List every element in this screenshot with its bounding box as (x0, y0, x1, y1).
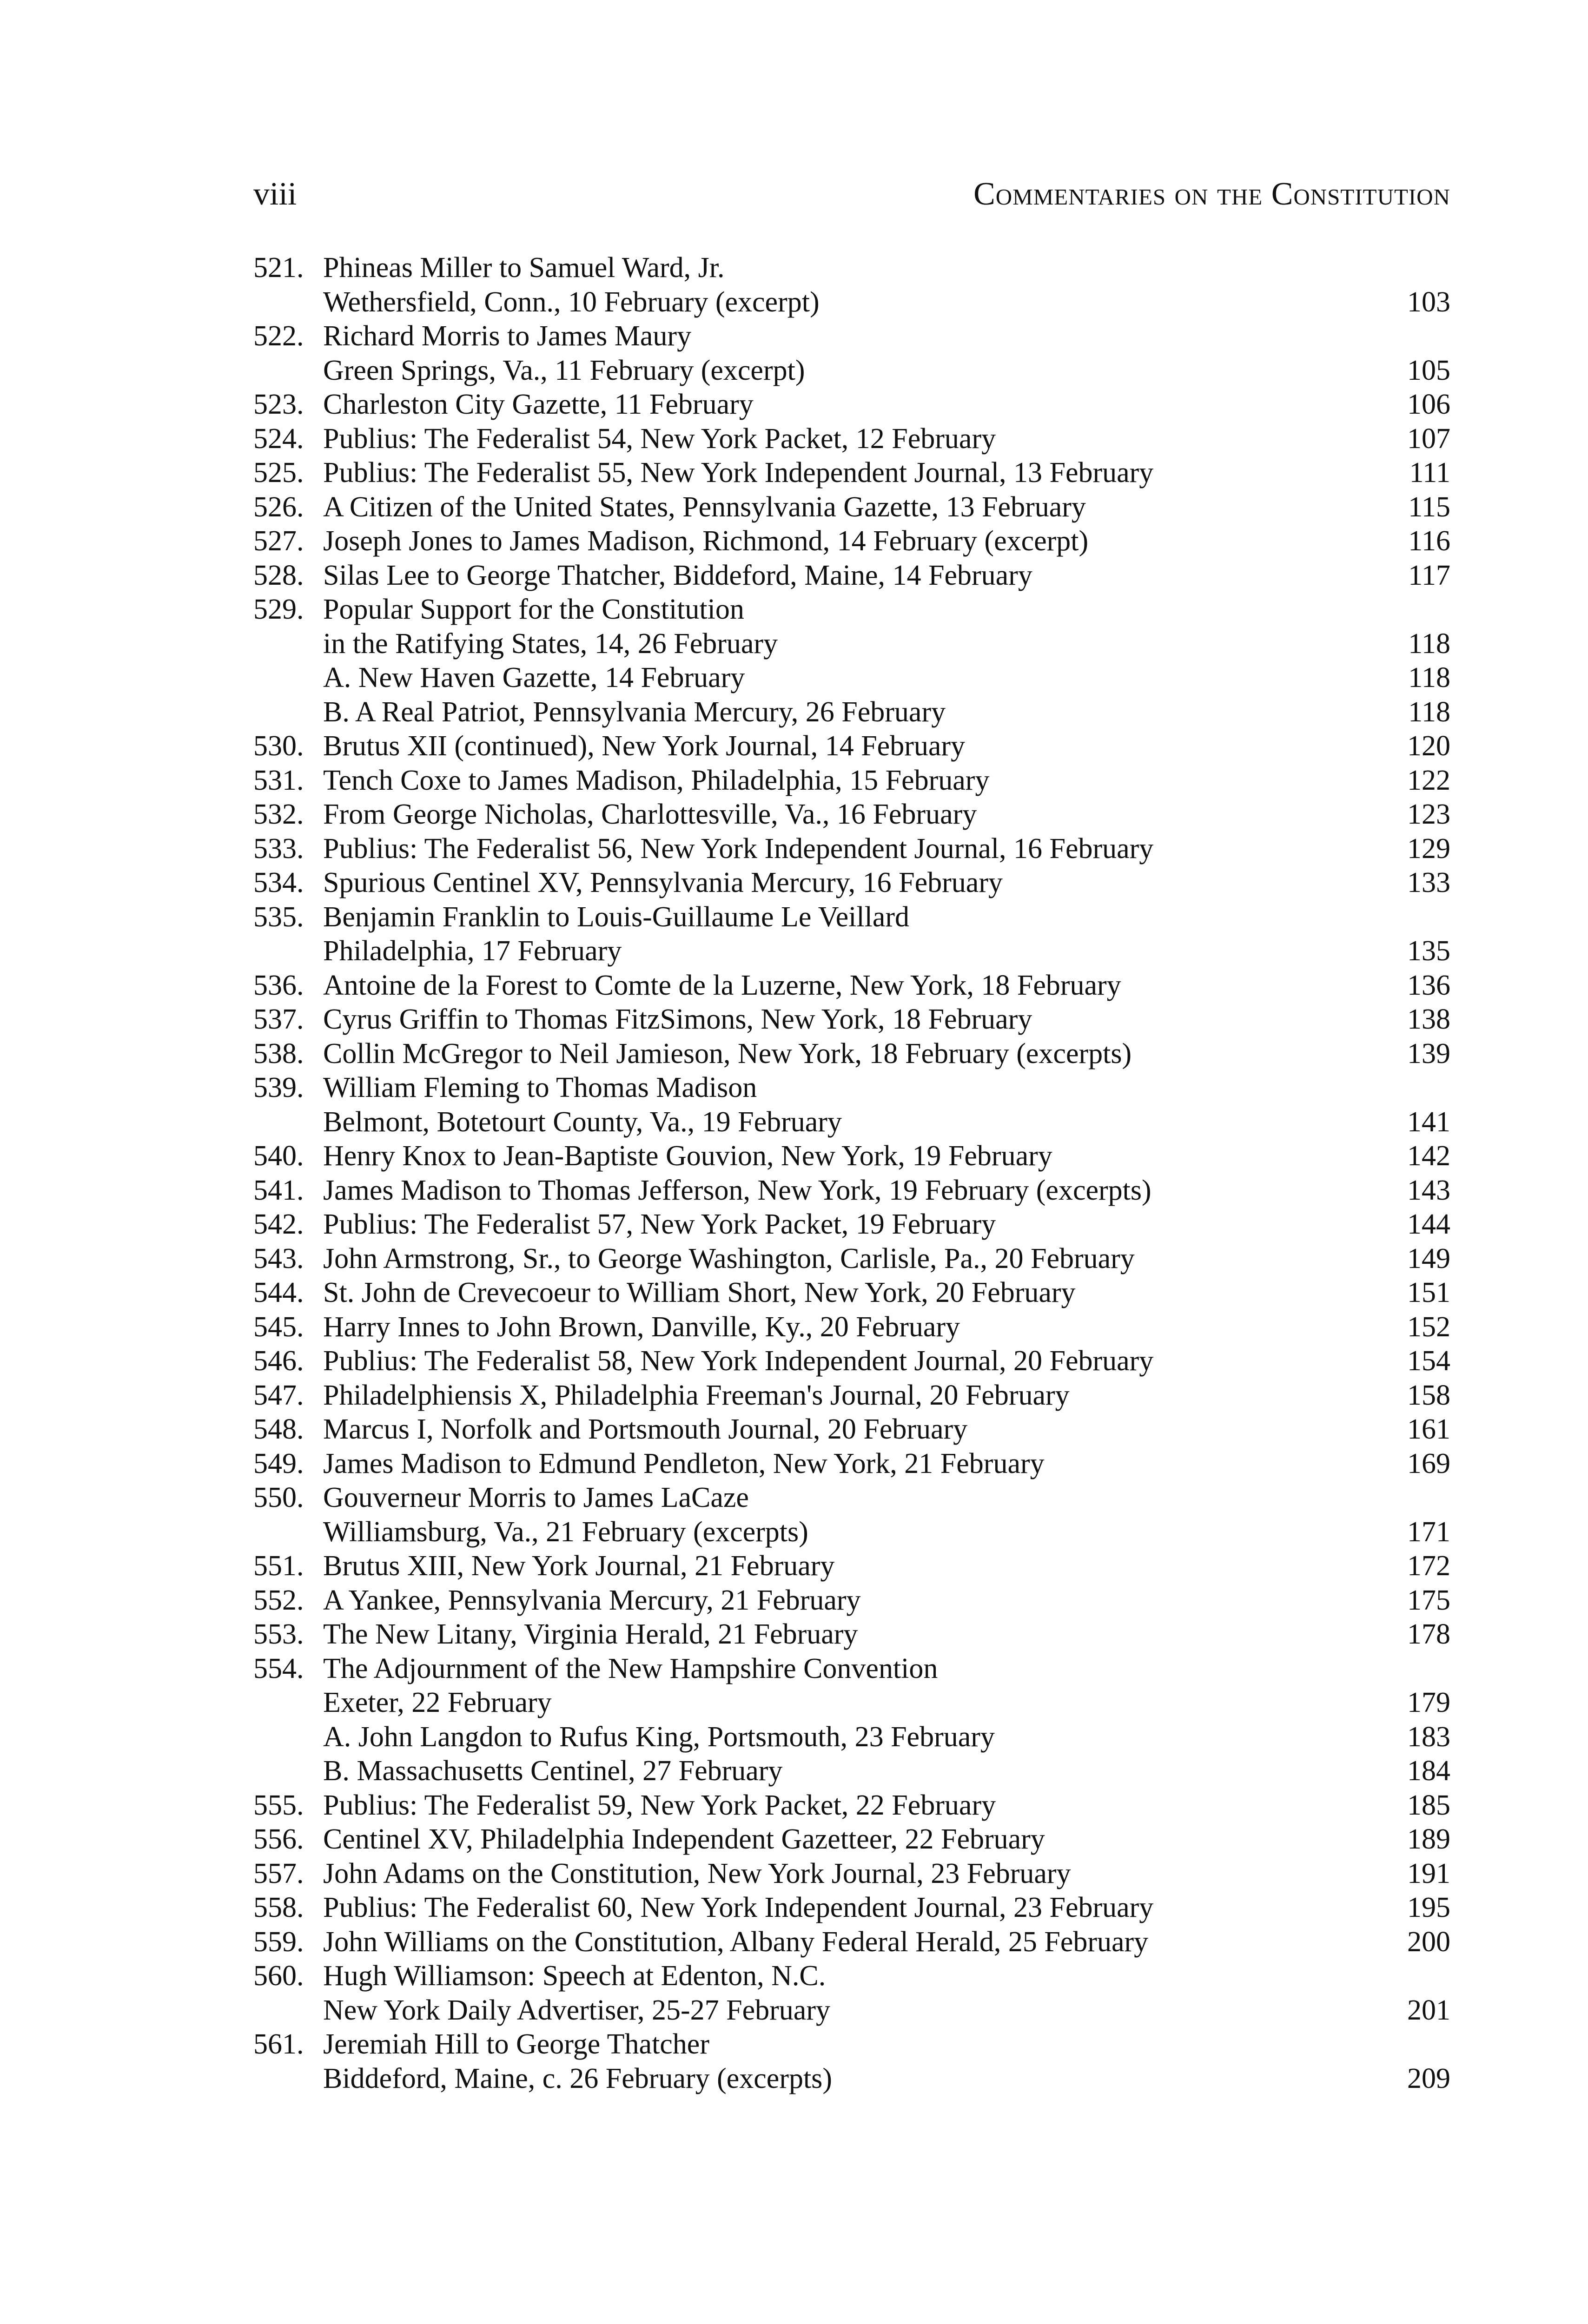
toc-line (253, 866, 1450, 900)
entry-number: 542. (253, 1208, 304, 1240)
entry-title: The New Litany, Virginia Herald, 21 February (323, 1618, 858, 1650)
entry-number: 561. (253, 2028, 304, 2060)
entry-title: Spurious Centinel XV, Pennsylvania Mercury, 16 February (323, 867, 1003, 898)
entry-title: Collin McGregor to Neil Jamieson, New York, 18 February (excerpts) (323, 1037, 1132, 1070)
entry-number: 532. (253, 799, 304, 830)
entry-page-number: 172 (1407, 1550, 1450, 1582)
entry-number: 551. (253, 1550, 304, 1582)
toc-line (253, 1379, 1450, 1413)
entry-title: Richard Morris to James Maury (323, 320, 692, 352)
entry-page-number: 191 (1407, 1857, 1450, 1889)
entry-title: James Madison to Thomas Jefferson, New York, 19 February (excerpts) (323, 1174, 1151, 1206)
entry-number: 533. (253, 832, 304, 865)
entry-number: 539. (253, 1072, 304, 1103)
toc-line (253, 729, 1450, 764)
toc-line (253, 1822, 1450, 1857)
entry-page-number: 178 (1407, 1618, 1450, 1650)
entry-title: John Armstrong, Sr., to George Washington, Carlisle, Pa., 20 February (323, 1242, 1135, 1274)
toc-line (253, 1413, 1450, 1447)
toc-line (253, 1720, 1450, 1755)
entry-page-number: 200 (1407, 1926, 1450, 1958)
entry-page-number: 122 (1407, 764, 1450, 796)
entry-page-number: 138 (1407, 1004, 1450, 1035)
entry-title: John Adams on the Constitution, New York Journal, 23 February (323, 1857, 1071, 1889)
toc-line (253, 490, 1450, 525)
entry-page-number: 135 (1407, 935, 1450, 967)
toc-line (253, 2027, 1450, 2062)
entry-page-number: 106 (1407, 389, 1450, 420)
entry-page-number: 103 (1407, 286, 1450, 318)
entry-title: Charleston City Gazette, 11 February (323, 389, 754, 420)
entry-page-number: 152 (1407, 1311, 1450, 1343)
entry-title: James Madison to Edmund Pendleton, New York, 21 February (323, 1447, 1045, 1479)
entry-page-number: 161 (1407, 1413, 1450, 1445)
entry-number: 530. (253, 730, 304, 762)
entry-continuation: New York Daily Advertiser, 25-27 February (323, 1994, 830, 2026)
entry-number: 547. (253, 1379, 304, 1411)
toc-line (253, 1652, 1450, 1686)
entry-number: 540. (253, 1140, 304, 1172)
entry-number: 558. (253, 1892, 304, 1923)
entry-title: Cyrus Griffin to Thomas FitzSimons, New York, 18 February (323, 1004, 1032, 1035)
entry-continuation: A. John Langdon to Rufus King, Portsmouth, 23 February (323, 1721, 995, 1753)
entry-title: Harry Innes to John Brown, Danville, Ky., 20 February (323, 1311, 960, 1343)
entry-title: Benjamin Franklin to Louis-Guillaume Le Veillard (323, 901, 910, 933)
toc-line (253, 593, 1450, 627)
toc-line (253, 524, 1450, 559)
entry-page-number: 117 (1408, 559, 1450, 591)
entry-page-number: 169 (1407, 1447, 1450, 1479)
entry-title: Phineas Miller to Samuel Ward, Jr. (323, 252, 725, 284)
toc-line (253, 832, 1450, 866)
entry-number: 557. (253, 1857, 304, 1889)
entry-title: Popular Support for the Constitution (323, 594, 744, 625)
entry-page-number: 116 (1408, 525, 1450, 557)
entry-number: 527. (253, 525, 304, 557)
toc-line (253, 1959, 1450, 1994)
toc-line (253, 1789, 1450, 1823)
entry-page-number: 201 (1407, 1994, 1450, 2026)
toc-line (253, 1447, 1450, 1481)
toc-line (253, 798, 1450, 832)
entry-page-number: 171 (1407, 1516, 1450, 1548)
entry-number: 560. (253, 1960, 304, 1992)
entry-title: Henry Knox to Jean-Baptiste Gouvion, New York, 19 February (323, 1140, 1052, 1172)
toc-line (253, 1344, 1450, 1379)
entry-number: 548. (253, 1413, 304, 1445)
entry-number: 555. (253, 1789, 304, 1821)
entry-continuation: Wethersfield, Conn., 10 February (excerpt) (323, 286, 820, 318)
entry-title: Publius: The Federalist 58, New York Independent Journal, 20 February (323, 1345, 1154, 1377)
entry-title: Brutus XIII, New York Journal, 21 February (323, 1550, 835, 1582)
entry-number: 550. (253, 1482, 304, 1513)
entry-number: 521. (253, 252, 304, 284)
entry-page-number: 107 (1407, 423, 1450, 455)
toc-line (253, 2062, 1450, 2096)
entry-page-number: 154 (1407, 1345, 1450, 1377)
toc-line (253, 1174, 1450, 1208)
table-of-contents (253, 251, 1450, 2096)
entry-number: 554. (253, 1652, 304, 1684)
entry-page-number: 118 (1408, 662, 1450, 693)
entry-title: Publius: The Federalist 59, New York Packet, 22 February (323, 1789, 996, 1821)
entry-page-number: 139 (1407, 1037, 1450, 1070)
entry-page-number: 158 (1407, 1379, 1450, 1411)
entry-continuation: Philadelphia, 17 February (323, 935, 622, 967)
entry-page-number: 105 (1407, 354, 1450, 386)
entry-page-number: 111 (1409, 457, 1450, 489)
toc-line (253, 1071, 1450, 1105)
entry-number: 553. (253, 1618, 304, 1650)
entry-title: Antoine de la Forest to Comte de la Luzerne, New York, 18 February (323, 969, 1121, 1001)
entry-number: 528. (253, 559, 304, 591)
toc-line (253, 900, 1450, 935)
toc-line (253, 1242, 1450, 1276)
entry-title: Hugh Williamson: Speech at Edenton, N.C. (323, 1960, 826, 1992)
entry-title: Publius: The Federalist 55, New York Independent Journal, 13 February (323, 457, 1154, 489)
entry-number: 545. (253, 1311, 304, 1343)
entry-continuation: B. A Real Patriot, Pennsylvania Mercury, 26 February (323, 696, 946, 728)
entry-page-number: 118 (1408, 696, 1450, 728)
entry-title: Tench Coxe to James Madison, Philadelphia, 15 February (323, 764, 990, 796)
entry-number: 529. (253, 594, 304, 625)
toc-line (253, 934, 1450, 969)
entry-title: Publius: The Federalist 57, New York Packet, 19 February (323, 1208, 996, 1240)
entry-title: William Fleming to Thomas Madison (323, 1072, 757, 1103)
entry-page-number: 195 (1407, 1892, 1450, 1923)
entry-title: Silas Lee to George Thatcher, Biddeford, Maine, 14 February (323, 559, 1032, 591)
entry-page-number: 179 (1407, 1687, 1450, 1718)
entry-continuation: Green Springs, Va., 11 February (excerpt) (323, 354, 805, 386)
entry-number: 541. (253, 1174, 304, 1206)
entry-number: 543. (253, 1242, 304, 1274)
entry-title: Publius: The Federalist 60, New York Independent Journal, 23 February (323, 1892, 1154, 1923)
entry-page-number: 129 (1407, 832, 1450, 865)
entry-title: Gouverneur Morris to James LaCaze (323, 1482, 749, 1513)
toc-line (253, 559, 1450, 593)
entry-page-number: 209 (1407, 2062, 1450, 2094)
toc-line (253, 1994, 1450, 2028)
entry-title: Centinel XV, Philadelphia Independent Gazetteer, 22 February (323, 1823, 1045, 1855)
entry-continuation: Williamsburg, Va., 21 February (excerpts) (323, 1516, 808, 1548)
entry-number: 531. (253, 764, 304, 796)
entry-page-number: 115 (1408, 491, 1450, 523)
entry-number: 544. (253, 1277, 304, 1308)
entry-page-number: 189 (1407, 1823, 1450, 1855)
toc-line (253, 661, 1450, 695)
entry-page-number: 151 (1407, 1277, 1450, 1308)
entry-page-number: 184 (1407, 1755, 1450, 1787)
entry-number: 522. (253, 320, 304, 352)
entry-page-number: 175 (1407, 1584, 1450, 1616)
entry-title: Jeremiah Hill to George Thatcher (323, 2028, 709, 2060)
toc-line (253, 627, 1450, 661)
entry-title: A Yankee, Pennsylvania Mercury, 21 February (323, 1584, 861, 1616)
toc-line (253, 1105, 1450, 1140)
entry-number: 525. (253, 457, 304, 489)
toc-line (253, 764, 1450, 798)
entry-number: 536. (253, 969, 304, 1001)
entry-title: John Williams on the Constitution, Albany Federal Herald, 25 February (323, 1926, 1149, 1958)
entry-continuation: Exeter, 22 February (323, 1687, 552, 1718)
entry-title: From George Nicholas, Charlottesville, Va., 16 February (323, 799, 977, 830)
entry-number: 559. (253, 1926, 304, 1958)
entry-number: 535. (253, 901, 304, 933)
toc-line (253, 1515, 1450, 1550)
entry-page-number: 141 (1407, 1106, 1450, 1138)
entry-page-number: 133 (1407, 867, 1450, 898)
entry-continuation: Biddeford, Maine, c. 26 February (excerpts) (323, 2062, 832, 2094)
entry-page-number: 149 (1407, 1242, 1450, 1274)
toc-line (253, 1481, 1450, 1515)
entry-number: 526. (253, 491, 304, 523)
entry-page-number: 183 (1407, 1721, 1450, 1753)
entry-page-number: 142 (1407, 1140, 1450, 1172)
entry-page-number: 185 (1407, 1789, 1450, 1821)
entry-continuation: B. Massachusetts Centinel, 27 February (323, 1755, 783, 1787)
toc-line (253, 1686, 1450, 1720)
entry-title: A Citizen of the United States, Pennsylvania Gazette, 13 February (323, 491, 1086, 523)
toc-line (253, 1754, 1450, 1789)
page-number: viii (253, 176, 297, 212)
toc-line (253, 319, 1450, 354)
toc-line (253, 1891, 1450, 1925)
entry-title: The Adjournment of the New Hampshire Convention (323, 1652, 938, 1684)
entry-title: Publius: The Federalist 56, New York Independent Journal, 16 February (323, 832, 1154, 865)
toc-line (253, 1857, 1450, 1891)
entry-continuation: Belmont, Botetourt County, Va., 19 February (323, 1106, 842, 1138)
entry-number: 534. (253, 867, 304, 898)
entry-page-number: 136 (1407, 969, 1450, 1001)
toc-line (253, 1208, 1450, 1242)
page-header (253, 176, 1450, 227)
toc-line (253, 1549, 1450, 1584)
entry-number: 538. (253, 1037, 304, 1070)
entry-number: 556. (253, 1823, 304, 1855)
toc-line (253, 1037, 1450, 1071)
entry-page-number: 144 (1407, 1208, 1450, 1240)
entry-page-number: 120 (1407, 730, 1450, 762)
entry-title: Marcus I, Norfolk and Portsmouth Journal, 20 February (323, 1413, 968, 1445)
toc-line (253, 1139, 1450, 1174)
entry-continuation: A. New Haven Gazette, 14 February (323, 662, 745, 693)
entry-number: 524. (253, 423, 304, 455)
entry-page-number: 143 (1407, 1174, 1450, 1206)
entry-title: Philadelphiensis X, Philadelphia Freeman's Journal, 20 February (323, 1379, 1070, 1411)
toc-line (253, 1584, 1450, 1618)
entry-number: 546. (253, 1345, 304, 1377)
entry-page-number: 118 (1408, 627, 1450, 660)
entry-number: 537. (253, 1004, 304, 1035)
toc-line (253, 251, 1450, 285)
toc-line (253, 354, 1450, 388)
entry-title: Brutus XII (continued), New York Journal, 14 February (323, 730, 966, 762)
entry-number: 552. (253, 1584, 304, 1616)
toc-line (253, 285, 1450, 320)
toc-line (253, 1276, 1450, 1310)
toc-line (253, 422, 1450, 456)
toc-line (253, 1925, 1450, 1960)
toc-line (253, 695, 1450, 730)
entry-title: Publius: The Federalist 54, New York Packet, 12 February (323, 423, 996, 455)
entry-continuation: in the Ratifying States, 14, 26 February (323, 627, 778, 660)
entry-number: 523. (253, 389, 304, 420)
entry-page-number: 123 (1407, 799, 1450, 830)
toc-line (253, 456, 1450, 490)
toc-line (253, 1003, 1450, 1037)
running-title: Commentaries on the Constitution (973, 176, 1450, 212)
toc-line (253, 388, 1450, 422)
entry-number: 549. (253, 1447, 304, 1479)
toc-line (253, 1310, 1450, 1345)
entry-title: Joseph Jones to James Madison, Richmond, 14 February (excerpt) (323, 525, 1089, 557)
toc-line (253, 969, 1450, 1003)
entry-title: St. John de Crevecoeur to William Short, New York, 20 February (323, 1277, 1076, 1308)
toc-line (253, 1618, 1450, 1652)
